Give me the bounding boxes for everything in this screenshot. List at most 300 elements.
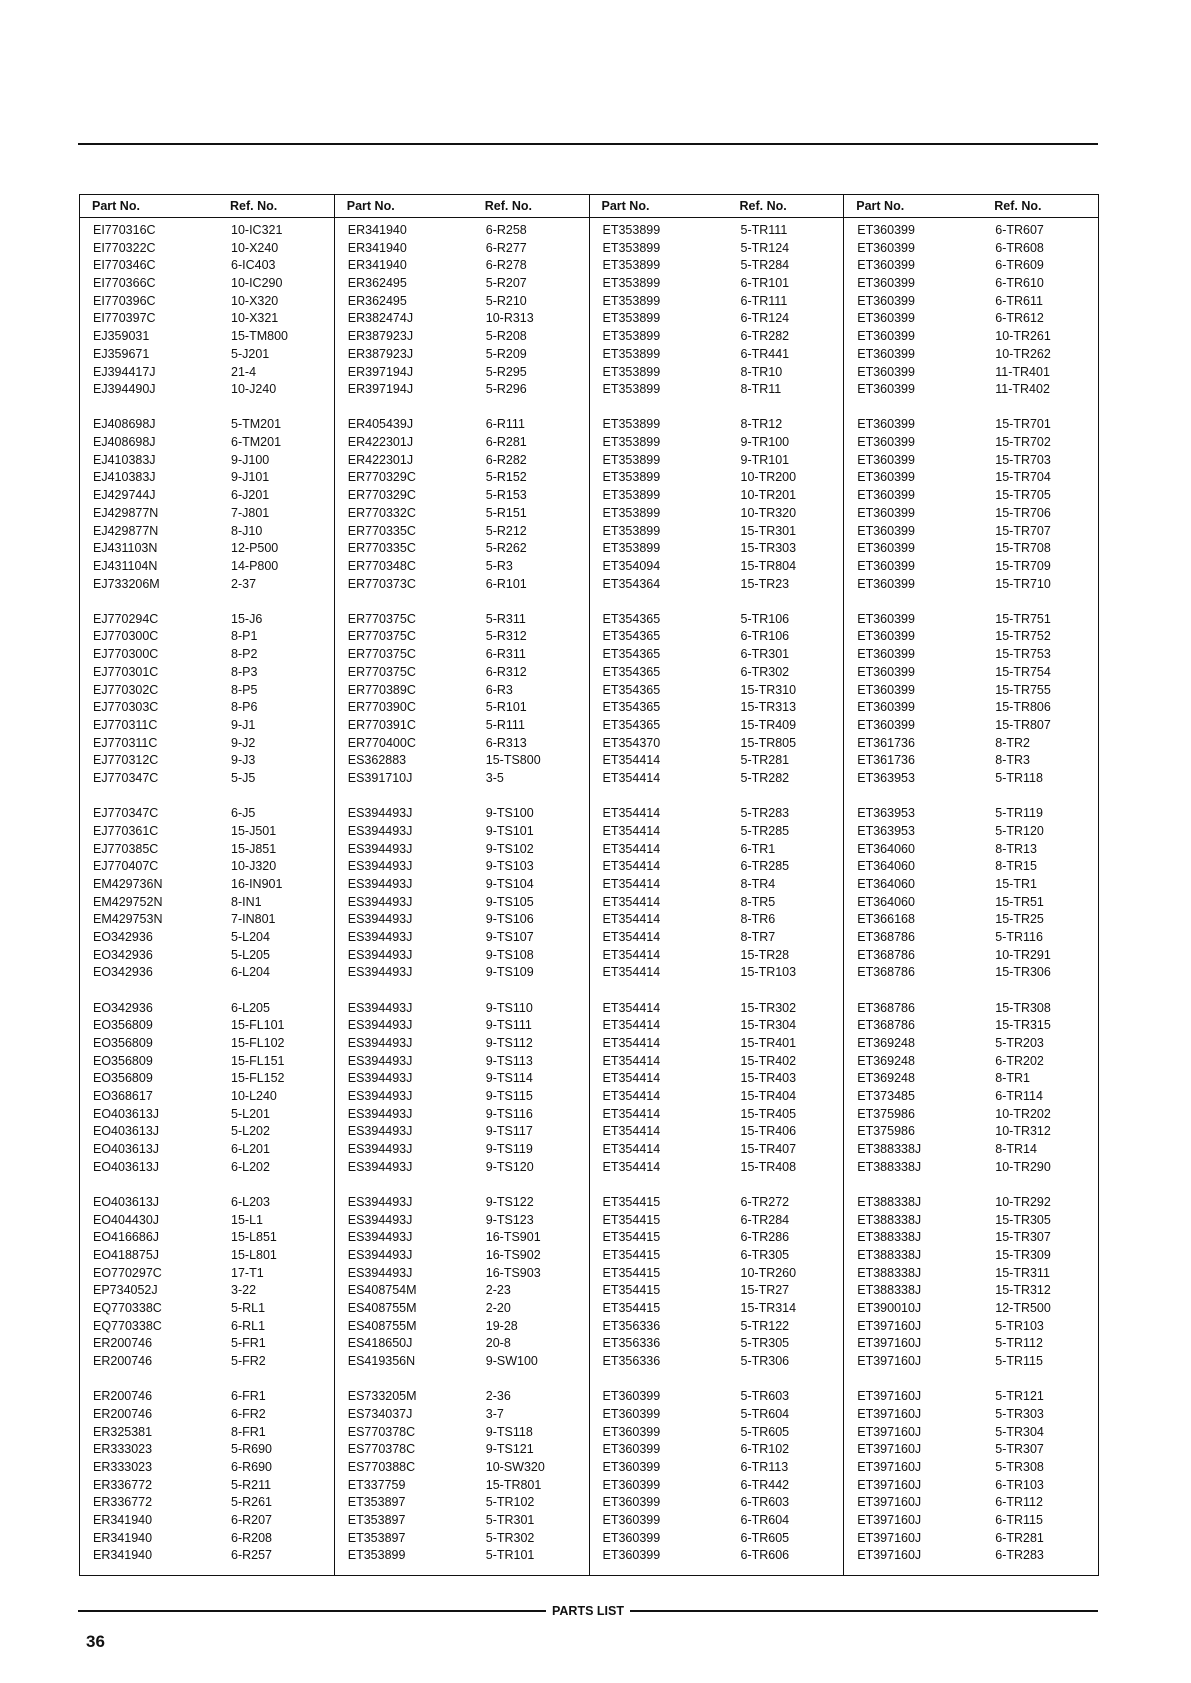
ref-number: 6-TR113 <box>740 1460 789 1474</box>
part-number: EO404430J <box>93 1212 160 1227</box>
ref-number: 5-TR119 <box>995 806 1043 821</box>
ref-number: 15-TR703 <box>995 452 1051 467</box>
row-group <box>844 611 1098 788</box>
footer <box>78 1602 1098 1620</box>
part-number: EO770297C <box>93 1265 162 1280</box>
ref-number: 9-TS116 <box>485 1106 533 1121</box>
part-number: ET337759 <box>347 1477 406 1492</box>
part-number: ET354415 <box>602 1194 661 1209</box>
table-row <box>80 1406 334 1424</box>
ref-number: 8-J10 <box>231 523 263 538</box>
ref-number: 9-TR101 <box>740 452 790 467</box>
row-group <box>80 1194 334 1371</box>
ref-number: 5-TR102 <box>485 1495 535 1510</box>
ref-number: 10-TR201 <box>740 488 797 503</box>
table-row <box>335 628 589 646</box>
table-row <box>844 1477 1098 1495</box>
table-row <box>590 1123 844 1141</box>
ref-number: 5-L204 <box>231 929 270 944</box>
ref-number: 6-TR603 <box>740 1495 790 1510</box>
part-number: ES418650J <box>347 1336 413 1351</box>
part-number: ET360399 <box>602 1389 661 1404</box>
table-row <box>335 752 589 770</box>
ref-number: 8-TR1 <box>995 1071 1030 1086</box>
row-group <box>844 222 1098 399</box>
part-number: ET354414 <box>602 894 661 909</box>
table-row <box>335 576 589 594</box>
part-number: ET354414 <box>602 947 661 962</box>
table-row <box>590 257 844 275</box>
part-number: ET360399 <box>602 1513 661 1528</box>
table-row <box>844 240 1098 258</box>
table-row <box>335 1194 589 1212</box>
table-row <box>590 1212 844 1230</box>
row-group <box>335 222 589 399</box>
table-row <box>844 664 1098 682</box>
table-row <box>590 487 844 505</box>
part-number: EO418875J <box>93 1247 160 1262</box>
table-row <box>335 1017 589 1035</box>
part-number: ET354414 <box>602 1053 661 1068</box>
ref-number: 6-TR441 <box>740 346 790 361</box>
ref-number: 15-TR807 <box>995 717 1051 732</box>
part-number: ER770389C <box>347 682 416 697</box>
part-number: ES419356N <box>347 1354 416 1369</box>
part-number: EO356809 <box>93 1071 153 1086</box>
ref-number: 6-R312 <box>485 664 527 679</box>
part-number: EI770346C <box>93 258 156 273</box>
ref-number: 15-TR406 <box>740 1124 797 1139</box>
part-number: ET360399 <box>857 717 915 732</box>
ref-number: 10-TR202 <box>995 1106 1051 1121</box>
table-row <box>80 1300 334 1318</box>
table-row <box>590 1300 844 1318</box>
ref-number: 5-TR307 <box>995 1442 1044 1457</box>
ref-number: 8-TR12 <box>740 417 783 432</box>
table-row <box>80 1088 334 1106</box>
table-row <box>844 257 1098 275</box>
ref-number: 15-TR754 <box>995 664 1051 679</box>
table-row <box>335 1424 589 1442</box>
part-number: EJ429744J <box>93 488 156 503</box>
table-row <box>590 310 844 328</box>
table-row <box>80 1265 334 1283</box>
ref-number: 9-TS121 <box>485 1442 534 1457</box>
part-number: EJ394417J <box>93 364 156 379</box>
ref-number: 5-R209 <box>485 346 527 361</box>
part-number: ET360399 <box>857 452 915 467</box>
part-number: ER333023 <box>93 1442 153 1457</box>
ref-number: 9-TS113 <box>485 1053 533 1068</box>
part-number: ER770390C <box>347 700 416 715</box>
ref-number: 15-TR404 <box>740 1088 797 1103</box>
ref-number: 5-J5 <box>231 770 256 785</box>
table-row <box>335 1070 589 1088</box>
table-row <box>80 682 334 700</box>
part-number: ET364060 <box>857 894 915 909</box>
part-number: EO403613J <box>93 1142 160 1156</box>
ref-number: 6-TR284 <box>740 1212 790 1227</box>
part-number: ET354414 <box>602 1088 661 1103</box>
ref-number: 6-TR608 <box>995 240 1044 255</box>
part-number: ET354414 <box>602 1035 661 1050</box>
ref-number: 6-TR1 <box>740 841 776 856</box>
ref-number: 10-IC290 <box>231 276 283 291</box>
ref-number: 16-TS903 <box>485 1265 541 1280</box>
ref-number: 9-TS120 <box>485 1159 534 1174</box>
table-row <box>335 1088 589 1106</box>
table-row <box>590 1000 844 1018</box>
table-row <box>844 1123 1098 1141</box>
ref-number: 5-TR203 <box>995 1035 1044 1050</box>
part-number: EJ429877N <box>93 505 159 520</box>
table-row <box>844 1406 1098 1424</box>
ref-number: 6-R257 <box>231 1548 272 1563</box>
part-number: ET353899 <box>602 505 661 520</box>
ref-number: 15-FL151 <box>231 1053 285 1068</box>
table-row <box>590 416 844 434</box>
table-row <box>335 257 589 275</box>
ref-number: 6-TR605 <box>740 1530 790 1545</box>
ref-number: 5-TR308 <box>995 1460 1044 1474</box>
table-row <box>590 1070 844 1088</box>
row-group <box>80 1000 334 1177</box>
header-part-no: Part No. <box>346 199 395 213</box>
header-ref-no: Ref. No. <box>484 199 532 213</box>
row-group <box>80 1388 334 1565</box>
part-number: ET354414 <box>602 1106 661 1121</box>
table-row <box>80 1053 334 1071</box>
row-group <box>80 805 334 982</box>
ref-number: 21-4 <box>231 364 257 379</box>
part-number: ET388338J <box>857 1159 922 1174</box>
part-number: ER770332C <box>347 505 416 520</box>
ref-number: 5-L205 <box>231 947 270 962</box>
part-number: ER341940 <box>93 1548 153 1563</box>
table-row <box>590 1388 844 1406</box>
ref-number: 6-FR2 <box>231 1406 266 1421</box>
part-number: ER325381 <box>93 1424 153 1439</box>
part-number: ER200746 <box>93 1389 153 1404</box>
table-row <box>80 735 334 753</box>
ref-number: 5-TR118 <box>995 770 1043 785</box>
table-row <box>80 576 334 594</box>
part-number: ET388338J <box>857 1230 922 1245</box>
ref-number: 10-X321 <box>231 311 279 326</box>
part-number: EJ770303C <box>93 700 159 715</box>
ref-number: 9-TS115 <box>485 1088 533 1103</box>
table-row <box>590 452 844 470</box>
part-number: ET354415 <box>602 1265 661 1280</box>
ref-number: 5-TR306 <box>740 1354 790 1369</box>
row-group <box>590 611 844 788</box>
part-number: ER422301J <box>347 435 414 450</box>
table-row <box>844 1388 1098 1406</box>
row-group <box>335 1388 589 1565</box>
table-row <box>844 876 1098 894</box>
table-row <box>590 894 844 912</box>
ref-number: 6-TR101 <box>740 276 790 291</box>
table-row <box>844 293 1098 311</box>
part-number: ES394493J <box>347 1230 413 1245</box>
table-row <box>844 346 1098 364</box>
table-row <box>590 699 844 717</box>
table-row <box>844 1194 1098 1212</box>
ref-number: 5-TR282 <box>740 770 790 785</box>
row-group <box>80 611 334 788</box>
part-number: ET353897 <box>347 1513 406 1528</box>
part-number: EJ359671 <box>93 346 150 361</box>
table-row <box>80 257 334 275</box>
ref-number: 6-TR112 <box>995 1495 1043 1510</box>
ref-number: 16-IN901 <box>231 876 283 891</box>
table-row <box>80 1017 334 1035</box>
part-number: ET360399 <box>857 505 915 520</box>
ref-number: 6-TR115 <box>995 1513 1043 1528</box>
table-row <box>844 505 1098 523</box>
ref-number: 9-TS106 <box>485 912 534 927</box>
table-row <box>844 894 1098 912</box>
ref-number: 9-TS110 <box>485 1000 533 1015</box>
part-number: ET354415 <box>602 1283 661 1298</box>
part-number: ET354094 <box>602 558 661 573</box>
part-number: EP734052J <box>93 1283 158 1298</box>
ref-number: 9-TS119 <box>485 1142 533 1156</box>
ref-number: 15-TR304 <box>740 1018 797 1033</box>
ref-number: 9-SW100 <box>485 1354 538 1369</box>
ref-number: 10-TR320 <box>740 505 797 520</box>
ref-number: 15-TR309 <box>995 1247 1051 1262</box>
part-number: ER770348C <box>347 558 416 573</box>
row-group <box>335 1000 589 1177</box>
table-row <box>590 381 844 399</box>
ref-number: 5-TR112 <box>995 1336 1043 1351</box>
ref-number: 12-TR500 <box>995 1301 1051 1315</box>
ref-number: 5-TR120 <box>995 823 1044 838</box>
ref-number: 6-R277 <box>485 240 527 255</box>
page-number: 36 <box>86 1632 105 1651</box>
part-number: ER200746 <box>93 1354 153 1369</box>
table-row <box>80 328 334 346</box>
part-number: EM429752N <box>93 894 163 909</box>
part-number: ET360399 <box>857 611 915 626</box>
part-number: ET363953 <box>857 823 915 838</box>
ref-number: 10-TR312 <box>995 1124 1051 1139</box>
table-row <box>80 505 334 523</box>
table-row <box>80 364 334 382</box>
part-number: ET368786 <box>857 965 915 980</box>
part-number: ER770375C <box>347 611 416 626</box>
ref-number: 5-TR116 <box>995 929 1043 944</box>
part-number: ET354415 <box>602 1212 661 1227</box>
table-row <box>335 1512 589 1530</box>
ref-number: 6-R101 <box>485 576 527 591</box>
ref-number: 6-L204 <box>231 965 270 980</box>
table-row <box>590 1318 844 1336</box>
part-number: ET354414 <box>602 1018 661 1033</box>
part-number: EJ408698J <box>93 435 156 450</box>
ref-number: 5-TR121 <box>995 1389 1044 1404</box>
part-number: ER770375C <box>347 629 416 644</box>
ref-number: 6-FR1 <box>231 1389 266 1404</box>
table-row <box>844 752 1098 770</box>
part-number: ET397160J <box>857 1406 922 1421</box>
ref-number: 5-R207 <box>485 276 527 291</box>
table-row <box>335 1406 589 1424</box>
ref-number: 6-TR606 <box>740 1548 790 1563</box>
part-number: EI770322C <box>93 240 156 255</box>
part-number: ET354365 <box>602 611 661 626</box>
ref-number: 5-TR304 <box>995 1424 1044 1439</box>
part-number: ES408755M <box>347 1301 417 1315</box>
part-number: ES394493J <box>347 823 413 838</box>
table-column <box>80 195 335 1575</box>
table-row <box>80 523 334 541</box>
part-number: EO342936 <box>93 1000 153 1015</box>
ref-number: 9-TS118 <box>485 1424 533 1439</box>
table-row <box>844 523 1098 541</box>
ref-number: 6-TR285 <box>740 859 790 874</box>
part-number: ET354414 <box>602 965 661 980</box>
ref-number: 15-TR704 <box>995 470 1051 485</box>
ref-number: 5-L202 <box>231 1124 270 1139</box>
ref-number: 15-TS800 <box>485 753 541 768</box>
ref-number: 2-36 <box>485 1389 511 1404</box>
table-row <box>335 876 589 894</box>
row-group <box>80 416 334 593</box>
part-number: ET360399 <box>602 1495 661 1510</box>
table-row <box>844 1547 1098 1565</box>
part-number: ET360399 <box>602 1442 661 1457</box>
part-number: ER341940 <box>93 1513 153 1528</box>
ref-number: 5-R261 <box>231 1495 272 1510</box>
ref-number: 6-TR102 <box>740 1442 790 1457</box>
table-row <box>80 1159 334 1177</box>
table-row <box>844 328 1098 346</box>
part-number: ET369248 <box>857 1035 915 1050</box>
ref-number: 15-FL152 <box>231 1071 285 1086</box>
part-number: EO356809 <box>93 1053 153 1068</box>
part-number: ET397160J <box>857 1336 922 1351</box>
part-number: EJ359031 <box>93 329 150 344</box>
ref-number: 15-TR407 <box>740 1142 797 1156</box>
ref-number: 5-R152 <box>485 470 527 485</box>
ref-number: 5-TR285 <box>740 823 790 838</box>
ref-number: 5-R212 <box>485 523 527 538</box>
table-row <box>335 717 589 735</box>
ref-number: 15-TR402 <box>740 1053 797 1068</box>
row-group <box>590 1194 844 1371</box>
ref-number: 3-5 <box>485 770 504 785</box>
ref-number: 11-TR402 <box>995 382 1050 397</box>
table-row <box>335 1159 589 1177</box>
part-number: ET354365 <box>602 647 661 662</box>
table-row <box>590 876 844 894</box>
part-number: ES394493J <box>347 965 413 980</box>
table-row <box>80 416 334 434</box>
ref-number: 14-P800 <box>231 558 279 573</box>
ref-number: 6-L205 <box>231 1000 270 1015</box>
table-row <box>80 1194 334 1212</box>
footer-rule-left <box>78 1610 546 1612</box>
part-number: ER770373C <box>347 576 416 591</box>
table-row <box>844 1494 1098 1512</box>
table-row <box>844 646 1098 664</box>
ref-number: 15-TR710 <box>995 576 1051 591</box>
ref-number: 5-TR115 <box>995 1354 1043 1369</box>
part-number: ET361736 <box>857 753 915 768</box>
part-number: ET353899 <box>602 488 661 503</box>
table-row <box>335 558 589 576</box>
table-row <box>590 682 844 700</box>
table-row <box>80 1477 334 1495</box>
part-number: ET354364 <box>602 576 661 591</box>
part-number: ET360399 <box>602 1406 661 1421</box>
ref-number: 15-TR408 <box>740 1159 797 1174</box>
part-number: ET368786 <box>857 1000 915 1015</box>
table-row <box>844 1353 1098 1371</box>
row-group <box>335 1194 589 1371</box>
part-number: ET360399 <box>857 311 915 326</box>
part-number: ER770335C <box>347 523 416 538</box>
ref-number: 8-TR2 <box>995 735 1030 750</box>
table-row <box>335 894 589 912</box>
table-row <box>590 1035 844 1053</box>
table-row <box>335 823 589 841</box>
ref-number: 6-TR611 <box>995 293 1043 308</box>
row-group <box>80 222 334 399</box>
table-row <box>590 346 844 364</box>
part-number: ET360399 <box>857 576 915 591</box>
ref-number: 5-TR603 <box>740 1389 790 1404</box>
part-number: ET353899 <box>602 223 661 237</box>
ref-number: 5-TR106 <box>740 611 790 626</box>
part-number: ET388338J <box>857 1265 922 1280</box>
ref-number: 5-R101 <box>485 700 527 715</box>
table-column <box>335 195 590 1575</box>
table-column <box>844 195 1098 1575</box>
ref-number: 6-R207 <box>231 1513 272 1528</box>
ref-number: 8-TR7 <box>740 929 776 944</box>
ref-number: 6-TR111 <box>740 293 788 308</box>
table-row <box>844 1088 1098 1106</box>
table-row <box>844 1053 1098 1071</box>
part-number: ES394493J <box>347 1247 413 1262</box>
ref-number: 11-TR401 <box>995 364 1050 379</box>
table-row <box>590 717 844 735</box>
table-row <box>844 469 1098 487</box>
table-row <box>80 1282 334 1300</box>
ref-number: 15-TR302 <box>740 1000 797 1015</box>
ref-number: 15-TR405 <box>740 1106 797 1121</box>
table-row <box>335 1318 589 1336</box>
table-row <box>590 1265 844 1283</box>
table-row <box>844 576 1098 594</box>
table-row <box>335 1035 589 1053</box>
part-number: EO403613J <box>93 1159 160 1174</box>
ref-number: 5-TR281 <box>740 753 790 768</box>
part-number: ET360399 <box>602 1477 661 1492</box>
table-row <box>80 646 334 664</box>
ref-number: 15-L801 <box>231 1247 277 1262</box>
part-number: EJ410383J <box>93 452 156 467</box>
part-number: ET354365 <box>602 717 661 732</box>
ref-number: 9-TS117 <box>485 1124 533 1139</box>
table-row <box>335 416 589 434</box>
ref-number: 5-TR302 <box>485 1530 535 1545</box>
ref-number: 10-J320 <box>231 859 277 874</box>
part-number: ET397160J <box>857 1477 922 1492</box>
